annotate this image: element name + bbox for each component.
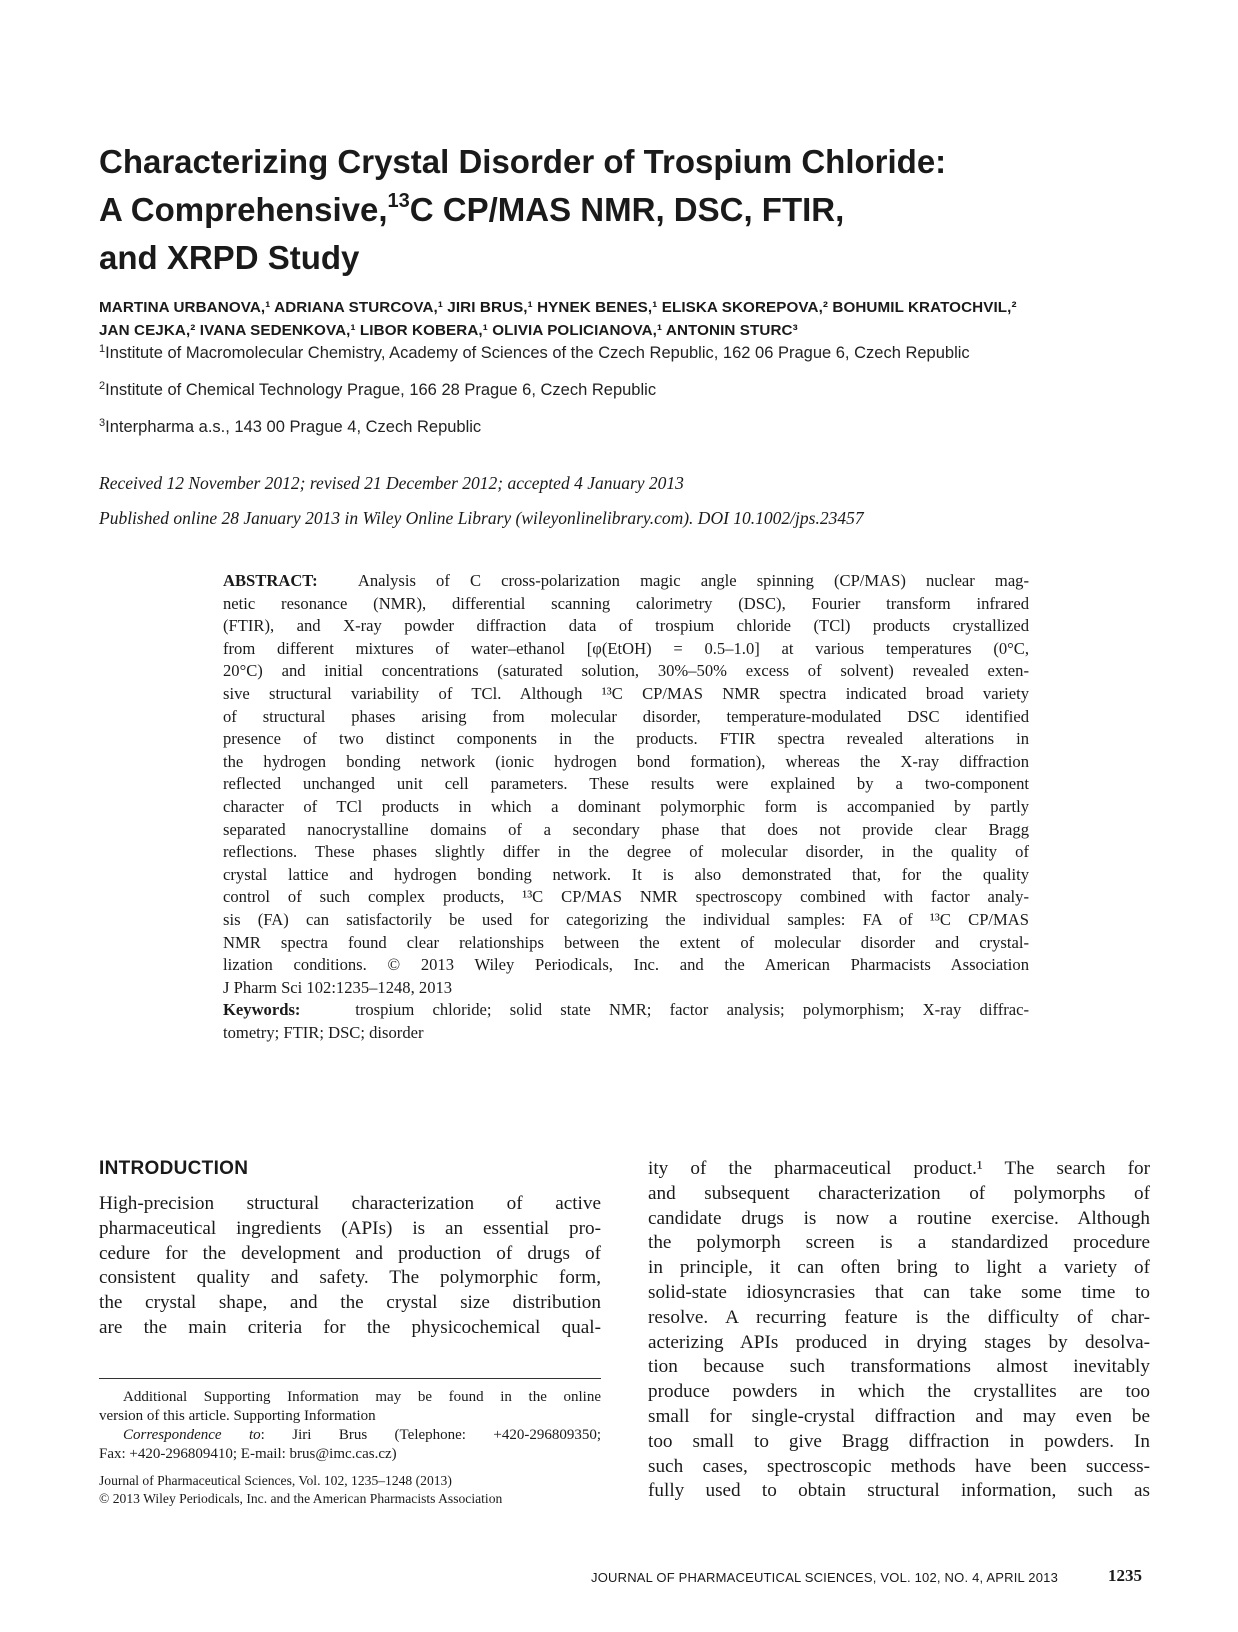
- correspondence-label: Correspondence to: [123, 1427, 261, 1443]
- paper-title: [99, 138, 1099, 282]
- body-line: in principle, it can often bring to light a variety of: [648, 1257, 1150, 1279]
- abstract-first-line: Analysis of C cross-polarization magic angle spinning (CP/MAS) nuclear mag-: [357, 571, 1030, 590]
- body-line: produce powders in which the crystallites are too: [648, 1381, 1150, 1403]
- body-line: small for single-crystal diffraction and may even be: [648, 1405, 1150, 1427]
- affiliation-text: Interpharma a.s., 143 00 Prague 4, Czech Republic: [105, 418, 482, 436]
- title-superscript: 13: [387, 189, 410, 212]
- abstract-line: reflected unchanged unit cell parameters. These results were explained by a two-component: [223, 774, 1029, 794]
- publication-info: Published online 28 January 2013 in Wiley Online Library (wileyonlinelibrary.com). DOI 10.1002/jps.23457: [99, 508, 864, 528]
- affiliation-number: 1: [99, 343, 106, 355]
- affiliation-3: [99, 418, 1159, 437]
- abstract-line: 20°C) and initial concentrations (saturated solution, 30%–50% excess of solvent) revealed exten-: [223, 661, 1029, 681]
- journal-citation: Journal of Pharmaceutical Sciences, Vol. 102, 1235–1248 (2013): [99, 1473, 452, 1488]
- abstract: [223, 570, 1029, 1044]
- intro-left-column: [99, 1192, 601, 1341]
- abstract-line: crystal lattice and hydrogen bonding network. It is also demonstrated that, for the quality: [223, 864, 1029, 884]
- affiliation-2: [99, 381, 1159, 400]
- body-line: ity of the pharmaceutical product.¹ The search for: [648, 1158, 1150, 1179]
- abstract-label: ABSTRACT:: [223, 571, 318, 590]
- abstract-line: NMR spectra found clear relationships between the extent of molecular disorder and crystal-: [223, 932, 1029, 952]
- body-line: are the main criteria for the physicochemical qual-: [99, 1316, 601, 1338]
- body-line: consistent quality and safety. The polymorphic form,: [99, 1267, 601, 1289]
- body-line: acterizing APIs produced in drying stages by desolva-: [648, 1331, 1150, 1353]
- title-line-3: and XRPD Study: [99, 238, 360, 276]
- footnote-divider: [99, 1378, 601, 1379]
- section-heading-introduction: INTRODUCTION: [99, 1158, 249, 1179]
- abstract-line: (FTIR), and X-ray powder diffraction data of trospium chloride (TCl) products crystallized: [223, 616, 1029, 636]
- affiliation-text: Institute of Macromolecular Chemistry, Academy of Sciences of the Czech Republic, 162 06 Prague 6, Czech Republic: [105, 344, 970, 362]
- author-line-2: JAN CEJKA,² IVANA SEDENKOVA,¹ LIBOR KOBERA,¹ OLIVIA POLICIANOVA,¹ ANTONIN STURC³: [99, 322, 798, 339]
- page-number: 1235: [1108, 1566, 1142, 1585]
- body-line: pharmaceutical ingredients (APIs) is an essential pro-: [99, 1217, 601, 1239]
- title-line-2-pre: A Comprehensive,: [99, 190, 388, 228]
- abstract-citation: J Pharm Sci 102:1235–1248, 2013: [223, 977, 453, 997]
- received-dates: Received 12 November 2012; revised 21 December 2012; accepted 4 January 2013: [99, 473, 684, 493]
- footnote-line: [99, 1426, 601, 1445]
- keywords-label: Keywords:: [223, 1000, 301, 1020]
- body-line: resolve. A recurring feature is the difficulty of char-: [648, 1306, 1150, 1328]
- author-list: [99, 296, 1159, 342]
- abstract-line: the hydrogen bonding network (ionic hydrogen bond formation), whereas the X-ray diffraction: [223, 751, 1029, 771]
- title-line-2-post: C CP/MAS NMR, DSC, FTIR,: [409, 190, 845, 228]
- running-footer: JOURNAL OF PHARMACEUTICAL SCIENCES, VOL. 102, NO. 4, APRIL 2013: [591, 1570, 1059, 1585]
- abstract-line: separated nanocrystalline domains of a secondary phase that does not provide clear Bragg: [223, 819, 1029, 839]
- intro-right-column: [648, 1157, 1150, 1504]
- footnote-line: Fax: +420-296809410; E-mail: brus@imc.cas.cz): [99, 1446, 397, 1462]
- footnote-line: version of this article. Supporting Information: [99, 1408, 376, 1424]
- abstract-line: from different mixtures of water–ethanol [φ(EtOH) = 0.5–1.0] at various temperatures (0°C,: [223, 638, 1029, 658]
- body-line: tion because such transformations almost inevitably: [648, 1356, 1150, 1378]
- affiliation-number: 3: [99, 417, 106, 429]
- body-line: and subsequent characterization of polymorphs of: [648, 1182, 1150, 1204]
- author-line-1: MARTINA URBANOVA,¹ ADRIANA STURCOVA,¹ JIRI BRUS,¹ HYNEK BENES,¹ ELISKA SKOREPOVA,² BOHUMIL KRATOCHVIL,²: [99, 299, 1017, 316]
- abstract-line: netic resonance (NMR), differential scanning calorimetry (DSC), Fourier transform infrared: [223, 593, 1029, 613]
- correspondence-text: : Jiri Brus (Telephone: +420-296809350;: [260, 1427, 601, 1443]
- body-line: fully used to obtain structural information, such as: [648, 1480, 1150, 1502]
- body-line: too small to give Bragg diffraction in powders. In: [648, 1430, 1150, 1452]
- abstract-line: reflections. These phases slightly differ in the degree of molecular disorder, in the quality of: [223, 842, 1029, 862]
- copyright-notice: © 2013 Wiley Periodicals, Inc. and the American Pharmacists Association: [99, 1491, 503, 1506]
- keywords-line: [223, 999, 1029, 1022]
- footnote-block: [99, 1388, 601, 1464]
- body-line: High-precision structural characterization of active: [99, 1193, 601, 1214]
- abstract-line: sive structural variability of TCl. Although ¹³C CP/MAS NMR spectra indicated broad variety: [223, 683, 1029, 703]
- abstract-line: lization conditions. © 2013 Wiley Periodicals, Inc. and the American Pharmacists Association: [223, 955, 1029, 975]
- abstract-line: [223, 570, 1029, 593]
- abstract-line: character of TCl products in which a dominant polymorphic form is accompanied by partly: [223, 796, 1029, 816]
- affiliation-number: 2: [99, 380, 106, 392]
- body-line: the crystal shape, and the crystal size distribution: [99, 1292, 601, 1314]
- body-line: the polymorph screen is a standardized procedure: [648, 1232, 1150, 1254]
- keywords-first-line: trospium chloride; solid state NMR; factor analysis; polymorphism; X-ray diffrac-: [355, 1000, 1029, 1020]
- title-line-1: Characterizing Crystal Disorder of Trospium Chloride:: [99, 143, 947, 180]
- body-line: such cases, spectroscopic methods have been success-: [648, 1455, 1150, 1477]
- abstract-line: of structural phases arising from molecular disorder, temperature-modulated DSC identified: [223, 706, 1029, 726]
- abstract-line: presence of two distinct components in the products. FTIR spectra revealed alterations in: [223, 729, 1029, 749]
- title-line-2: [99, 186, 1099, 234]
- abstract-line: control of such complex products, ¹³C CP/MAS NMR spectroscopy combined with factor analy-: [223, 887, 1029, 907]
- body-line: cedure for the development and production of drugs of: [99, 1242, 601, 1264]
- affiliation-1: [99, 344, 1159, 363]
- affiliation-text: Institute of Chemical Technology Prague, 166 28 Prague 6, Czech Republic: [105, 381, 657, 399]
- footnote-line: Additional Supporting Information may be found in the online: [123, 1389, 601, 1405]
- keywords-line: tometry; FTIR; DSC; disorder: [223, 1022, 424, 1042]
- body-line: candidate drugs is now a routine exercise. Although: [648, 1207, 1150, 1229]
- abstract-line: sis (FA) can satisfactorily be used for categorizing the individual samples: FA of ¹³C CP/MAS: [223, 909, 1029, 929]
- body-line: solid-state idiosyncrasies that can take some time to: [648, 1281, 1150, 1303]
